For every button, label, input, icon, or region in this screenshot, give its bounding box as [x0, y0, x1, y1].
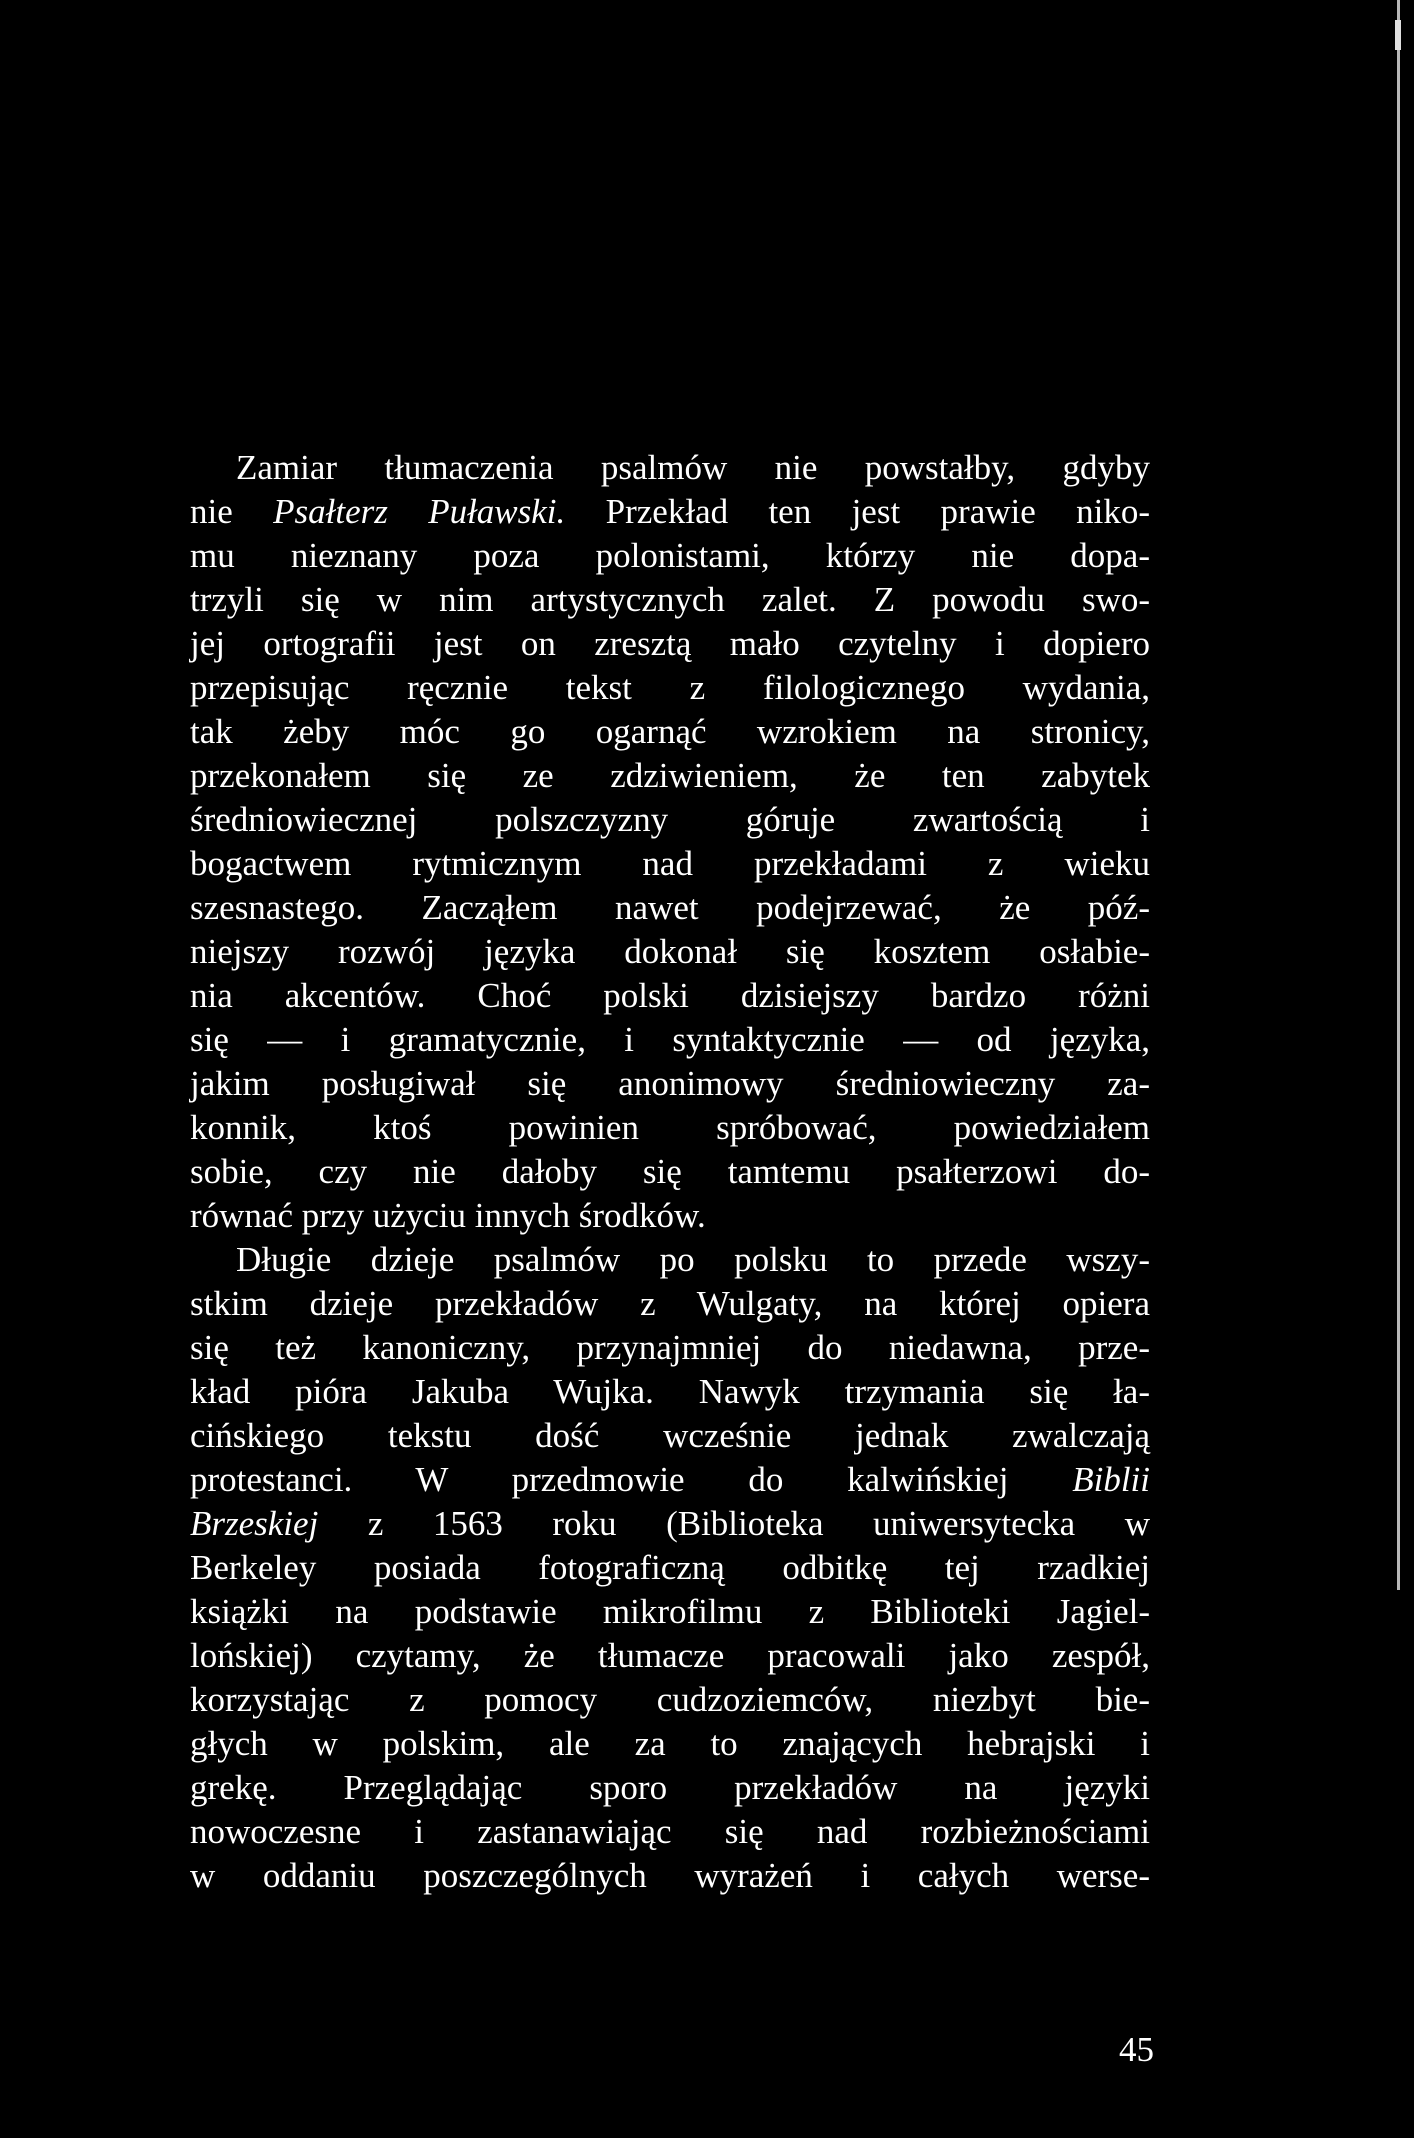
- text-segment: kład pióra Jakuba Wujka. Nawyk trzymania się ła-: [190, 1372, 1150, 1411]
- text-line: [190, 534, 1150, 578]
- text-line: [190, 1150, 1150, 1194]
- text-line: [190, 1722, 1150, 1766]
- text-line: [190, 1546, 1150, 1590]
- text-segment: średniowiecznej polszczyzny góruje zwartością i: [190, 800, 1150, 839]
- text-line: [190, 446, 1150, 490]
- text-segment: niejszy rozwój języka dokonał się kosztem osłabie-: [190, 932, 1150, 971]
- text-segment: Przekład ten jest prawie niko-: [565, 492, 1150, 531]
- text-line: [190, 1194, 1150, 1238]
- text-segment: protestanci. W przedmowie do kalwińskiej: [190, 1460, 1073, 1499]
- text-segment: lońskiej) czytamy, że tłumacze pracowali jako zespół,: [190, 1636, 1150, 1675]
- text-segment: książki na podstawie mikrofilmu z Biblioteki Jagiel-: [190, 1592, 1150, 1631]
- text-segment: sobie, czy nie dałoby się tamtemu psałterzowi do-: [190, 1152, 1150, 1191]
- text-line: [190, 1326, 1150, 1370]
- page-edge-mark: [1395, 20, 1401, 50]
- text-line: [190, 1062, 1150, 1106]
- text-line: [190, 490, 1150, 534]
- text-line: [190, 1018, 1150, 1062]
- text-line: [190, 842, 1150, 886]
- text-segment: trzyli się w nim artystycznych zalet. Z powodu swo-: [190, 580, 1150, 619]
- text-segment: równać przy użyciu innych środków.: [190, 1196, 706, 1235]
- text-line: [190, 974, 1150, 1018]
- text-line: [190, 1238, 1150, 1282]
- text-segment: Długie dzieje psalmów po polsku to przede wszy-: [236, 1240, 1150, 1279]
- italic-title: Brzeskiej: [190, 1504, 319, 1543]
- text-segment: grekę. Przeglądając sporo przekładów na języki: [190, 1768, 1150, 1807]
- text-segment: Berkeley posiada fotograficzną odbitkę tej rzadkiej: [190, 1548, 1150, 1587]
- text-segment: szesnastego. Zacząłem nawet podejrzewać, że póź-: [190, 888, 1150, 927]
- paragraph: [190, 1238, 1150, 1898]
- text-segment: konnik, ktoś powinien spróbować, powiedziałem: [190, 1108, 1150, 1147]
- page-edge: [1397, 0, 1400, 1590]
- text-segment: korzystając z pomocy cudzoziemców, niezbyt bie-: [190, 1680, 1150, 1719]
- text-line: [190, 1458, 1150, 1502]
- text-segment: głych w polskim, ale za to znających hebrajski i: [190, 1724, 1150, 1763]
- body-text: [190, 446, 1150, 1898]
- text-segment: nia akcentów. Choć polski dzisiejszy bardzo różni: [190, 976, 1150, 1015]
- text-line: [190, 578, 1150, 622]
- text-segment: jakim posługiwał się anonimowy średniowieczny za-: [190, 1064, 1150, 1103]
- text-segment: się — i gramatycznie, i syntaktycznie — od języka,: [190, 1020, 1150, 1059]
- text-segment: nie: [190, 492, 274, 531]
- text-segment: przepisując ręcznie tekst z filologicznego wydania,: [190, 668, 1150, 707]
- text-line: [190, 1766, 1150, 1810]
- text-line: [190, 710, 1150, 754]
- text-line: [190, 886, 1150, 930]
- text-segment: cińskiego tekstu dość wcześnie jednak zwalczają: [190, 1416, 1150, 1455]
- text-line: [190, 930, 1150, 974]
- text-line: [190, 1854, 1150, 1898]
- text-line: [190, 1414, 1150, 1458]
- text-line: [190, 1810, 1150, 1854]
- text-line: [190, 754, 1150, 798]
- text-line: [190, 1370, 1150, 1414]
- text-line: [190, 1106, 1150, 1150]
- text-line: [190, 1678, 1150, 1722]
- text-line: [190, 1502, 1150, 1546]
- text-segment: mu nieznany poza polonistami, którzy nie dopa-: [190, 536, 1150, 575]
- text-segment: bogactwem rytmicznym nad przekładami z wieku: [190, 844, 1150, 883]
- text-segment: z 1563 roku (Biblioteka uniwersytecka w: [318, 1504, 1150, 1543]
- text-segment: się też kanoniczny, przynajmniej do niedawna, prze-: [190, 1328, 1150, 1367]
- text-segment: Zamiar tłumaczenia psalmów nie powstałby, gdyby: [236, 448, 1150, 487]
- text-line: [190, 1590, 1150, 1634]
- paragraph: [190, 446, 1150, 1238]
- text-segment: przekonałem się ze zdziwieniem, że ten zabytek: [190, 756, 1150, 795]
- text-line: [190, 666, 1150, 710]
- text-segment: w oddaniu poszczególnych wyrażeń i całych werse-: [190, 1856, 1150, 1895]
- text-line: [190, 1282, 1150, 1326]
- text-segment: stkim dzieje przekładów z Wulgaty, na której opiera: [190, 1284, 1150, 1323]
- text-line: [190, 798, 1150, 842]
- text-line: [190, 1634, 1150, 1678]
- italic-title: Psałterz Puławski.: [273, 492, 566, 531]
- page-number: 45: [1119, 2030, 1154, 2069]
- text-segment: jej ortografii jest on zresztą mało czytelny i dopiero: [190, 624, 1150, 663]
- text-segment: tak żeby móc go ogarnąć wzrokiem na stronicy,: [190, 712, 1150, 751]
- text-line: [190, 622, 1150, 666]
- italic-title: Biblii: [1072, 1460, 1150, 1499]
- text-segment: nowoczesne i zastanawiając się nad rozbieżnościami: [190, 1812, 1150, 1851]
